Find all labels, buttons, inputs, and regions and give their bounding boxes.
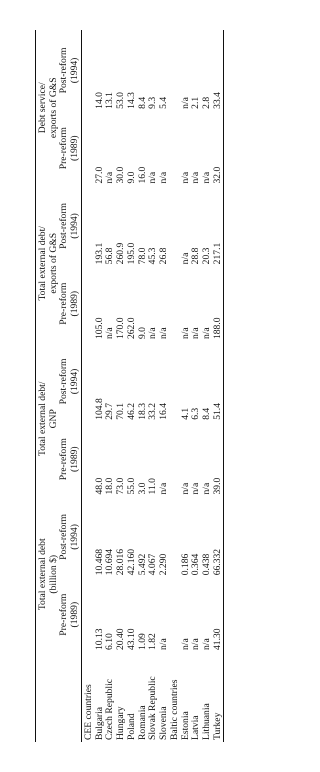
value-cell: 27.0 (93, 166, 105, 184)
sub-header-pre (59, 111, 81, 186)
country-name: Turkey (211, 712, 223, 740)
sub-header-label: Post-reform (58, 47, 70, 94)
value-cell: 11.0 (147, 478, 159, 495)
sub-header-post (59, 30, 81, 111)
group-header-line: Total external debt/ (37, 226, 48, 301)
value-cell: 53.0 (115, 92, 127, 109)
value-cell: 66.332 (211, 548, 223, 576)
value-cell: 8.4 (201, 407, 213, 420)
value-cell: 188.0 (211, 317, 223, 340)
value-cell: 20.3 (201, 247, 213, 265)
sub-header-post (59, 341, 81, 422)
sub-header-label: Post-reform (58, 358, 70, 405)
value-cell: 9.3 (147, 96, 159, 109)
value-cell: n/a (158, 482, 170, 495)
value-cell: 4.1 (179, 407, 191, 420)
table-row (181, 30, 192, 742)
country-name: Bulgaria (93, 706, 105, 740)
country-name: Estonia (179, 711, 191, 740)
value-cell: n/a (104, 171, 116, 184)
value-cell: 0.364 (190, 553, 202, 576)
external-debt-table (35, 30, 225, 742)
group-header-line: exports of G&S (47, 77, 59, 139)
value-cell: 0.438 (201, 553, 213, 576)
value-cell: 78.0 (136, 247, 148, 265)
value-cell: n/a (147, 171, 159, 184)
sub-header-pre (59, 266, 81, 341)
value-cell: 195.0 (125, 242, 137, 265)
group-header-line: Total external debt/ (37, 381, 48, 456)
group-header-line: GNP (47, 409, 59, 429)
value-cell: n/a (179, 97, 191, 109)
value-cell: 30.0 (115, 166, 127, 184)
value-cell: n/a (147, 327, 159, 340)
country-name: Romania (136, 705, 148, 740)
value-cell: 193.1 (93, 242, 105, 265)
country-name: Czech Republic (104, 678, 116, 740)
value-cell: n/a (190, 638, 202, 650)
value-cell: 13.1 (104, 92, 116, 109)
value-cell: 2.8 (201, 96, 213, 109)
value-cell: n/a (201, 638, 213, 650)
value-cell: 41.30 (211, 628, 223, 650)
country-name: Slovenia (158, 706, 170, 740)
section-row (170, 30, 181, 742)
value-cell: 16.0 (136, 166, 148, 184)
value-cell: 20.40 (115, 628, 127, 650)
value-cell: n/a (179, 171, 191, 184)
sub-header-year: (1989) (69, 601, 81, 628)
group-header-total-debt (38, 497, 59, 652)
value-cell: n/a (158, 638, 170, 650)
value-cell: n/a (179, 638, 191, 650)
value-cell: 2.1 (190, 96, 202, 109)
value-cell: 9.0 (136, 327, 148, 340)
value-cell: 3.0 (136, 482, 148, 495)
group-header-line: exports of G&S (47, 232, 59, 294)
bottom-rule (224, 30, 226, 742)
table-row (127, 30, 138, 742)
value-cell: n/a (179, 252, 191, 265)
sub-header-label: Pre-reform (58, 593, 70, 636)
sub-header-post (59, 186, 81, 267)
sub-header-label: Post-reform (58, 513, 70, 560)
sub-header-year: (1994) (69, 368, 81, 395)
sub-header-label: Pre-reform (58, 282, 70, 325)
value-cell: n/a (201, 482, 213, 495)
value-cell: 2.290 (158, 553, 170, 576)
country-name: Slovak Republic (147, 676, 159, 740)
value-cell: 10.468 (93, 548, 105, 576)
value-cell: 48.0 (93, 477, 105, 495)
table-row (148, 30, 159, 742)
group-header-debt-gnp (38, 341, 59, 496)
table-row (159, 30, 170, 742)
group-header-line: (billion $) (47, 554, 59, 594)
value-cell: 45.3 (147, 247, 159, 265)
value-cell: 217.1 (211, 242, 223, 265)
table-row (213, 30, 224, 742)
value-cell: n/a (158, 327, 170, 340)
value-cell: 9.0 (125, 171, 137, 184)
country-name: Latvia (190, 715, 202, 740)
country-name: Hungary (115, 706, 127, 740)
value-cell: 51.4 (211, 403, 223, 420)
value-cell: 0.186 (179, 553, 191, 576)
value-cell: n/a (179, 482, 191, 495)
sub-header-year: (1989) (69, 135, 81, 161)
value-cell: 46.2 (125, 403, 137, 420)
sub-header-year: (1989) (69, 446, 81, 472)
value-cell: 8.4 (136, 96, 148, 109)
group-header-line: Total external debt (37, 538, 48, 611)
stub-header (38, 652, 59, 742)
group-header-debt-service (38, 30, 59, 186)
value-cell: 6.10 (104, 633, 116, 650)
value-cell: 73.0 (115, 477, 127, 495)
column-group-header-row (38, 30, 59, 742)
value-cell: 104.8 (93, 398, 105, 420)
value-cell: 1.82 (147, 633, 159, 650)
value-cell: 55.0 (125, 477, 137, 495)
value-cell: 70.1 (115, 403, 127, 420)
value-cell: 10.694 (104, 548, 116, 576)
value-cell: 43.10 (125, 628, 137, 650)
value-cell: 170.0 (115, 317, 127, 340)
value-cell: n/a (190, 482, 202, 495)
value-cell: 105.0 (93, 317, 105, 340)
group-header-line: Debt service/ (37, 82, 48, 134)
value-cell: n/a (104, 327, 116, 340)
value-cell: 14.0 (93, 92, 105, 109)
value-cell: n/a (201, 327, 213, 340)
value-cell: 32.0 (211, 166, 223, 184)
value-cell: 5.4 (158, 96, 170, 109)
group-header-debt-exports (38, 186, 59, 341)
table-row (191, 30, 202, 742)
value-cell: 29.7 (104, 403, 116, 420)
value-cell: n/a (190, 327, 202, 340)
country-name: Poland (125, 713, 137, 740)
value-cell: 39.0 (211, 477, 223, 495)
value-cell: n/a (190, 171, 202, 184)
value-cell: 33.4 (211, 92, 223, 109)
value-cell: 1.09 (136, 633, 148, 650)
value-cell: 14.3 (125, 92, 137, 109)
value-cell: 4.067 (147, 553, 159, 576)
section-label: CEE countries (82, 684, 94, 740)
sub-header-label: Pre-reform (58, 438, 70, 481)
value-cell: 262.0 (125, 317, 137, 340)
sub-header-label: Pre-reform (58, 127, 70, 170)
value-cell: 56.8 (104, 247, 116, 265)
table-body (84, 30, 224, 742)
value-cell: 10.13 (93, 628, 105, 650)
value-cell: 42.160 (125, 548, 137, 576)
sub-header-year: (1994) (69, 57, 81, 84)
sub-header-pre (59, 577, 81, 652)
value-cell: n/a (179, 327, 191, 340)
value-cell: 18.0 (104, 477, 116, 495)
sub-header-label: Post-reform (58, 203, 70, 249)
value-cell: 28.016 (115, 548, 127, 576)
stub-header (59, 652, 81, 742)
sub-header-year: (1989) (69, 290, 81, 317)
sub-header-year: (1994) (69, 524, 81, 550)
value-cell: 33.2 (147, 403, 159, 420)
sub-header-year: (1994) (69, 213, 81, 239)
value-cell: n/a (201, 171, 213, 184)
sub-header-post (59, 497, 81, 578)
sub-header-row (59, 30, 81, 742)
value-cell: 28.8 (190, 247, 202, 265)
country-name: Lithuania (201, 703, 213, 740)
value-cell: 18.3 (136, 403, 148, 420)
sub-header-pre (59, 422, 81, 497)
value-cell: 16.4 (158, 403, 170, 420)
value-cell: n/a (158, 171, 170, 184)
value-cell: 5.492 (136, 553, 148, 576)
value-cell: 6.3 (190, 407, 202, 420)
section-label: Baltic countries (168, 679, 180, 740)
value-cell: 260.9 (115, 242, 127, 265)
value-cell: 26.8 (158, 247, 170, 265)
